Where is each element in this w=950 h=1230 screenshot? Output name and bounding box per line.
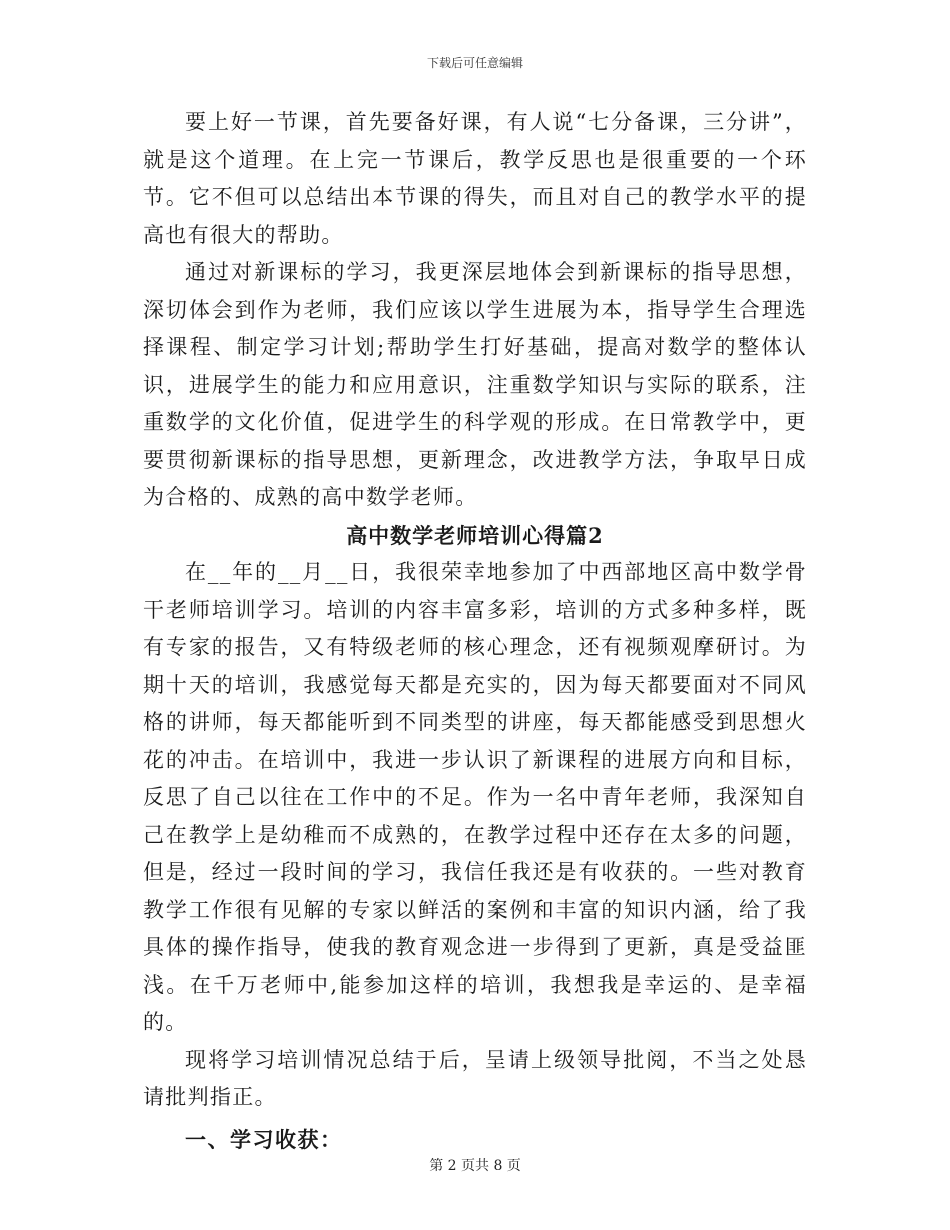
section-title: 高中数学老师培训心得篇2 bbox=[346, 522, 604, 548]
document-body bbox=[143, 104, 807, 1158]
paragraph: 通过对新课标的学习，我更深层地体会到新课标的指导思想，深切体会到作为老师，我们应该以学生进展为本，指导学生合理选择课程、制定学习计划;帮助学生打好基础，提高对数学的整体认识，进展学生的能力和应用意识，注重数学知识与实际的联系，注重数学的文化价值，促进学生的科学观的形成。在日常教学中，更要贯彻新课标的指导思想，更新理念，改进教学方法，争取早日成为合格的、成熟的高中数学老师。 bbox=[143, 260, 807, 509]
page-number: 第 2 页共 8 页 bbox=[429, 1158, 521, 1174]
paragraph: 要上好一节课，首先要备好课，有人说“七分备课，三分讲”，就是这个道理。在上完一节课后，教学反思也是很重要的一个环节。它不但可以总结出本节课的得失，而且对自己的教学水平的提高也有很大的帮助。 bbox=[143, 110, 807, 247]
paragraph: 在__年的__月__日，我很荣幸地参加了中西部地区高中数学骨干老师培训学习。培训的内容丰富多彩，培训的方式多种多样，既有专家的报告，又有特级老师的核心理念，还有视频观摩研讨。为期十天的培训，我感觉每天都是充实的，因为每天都要面对不同风格的讲师，每天都能听到不同类型的讲座，每天都能感受到思想火花的冲击。在培训中，我进一步认识了新课程的进展方向和目标，反思了自己以往在工作中的不足。作为一名中青年老师，我深知自己在教学上是幼稚而不成熟的，在教学过程中还存在太多的问题，但是，经过一段时间的学习，我信任我还是有收获的。一些对教育教学工作很有见解的专家以鲜活的案例和丰富的知识内涵，给了我具体的操作指导，使我的教育观念进一步得到了更新，真是受益匪浅。在千万老师中,能参加这样的培训，我想我是幸运的、是幸福的。 bbox=[143, 560, 807, 1034]
paragraph: 现将学习培训情况总结于后，呈请上级领导批阅，不当之处恳请批判指正。 bbox=[143, 1047, 807, 1109]
sub-heading: 一、学习收获： bbox=[185, 1126, 343, 1152]
header-note: 下载后可任意编辑 bbox=[426, 56, 523, 70]
